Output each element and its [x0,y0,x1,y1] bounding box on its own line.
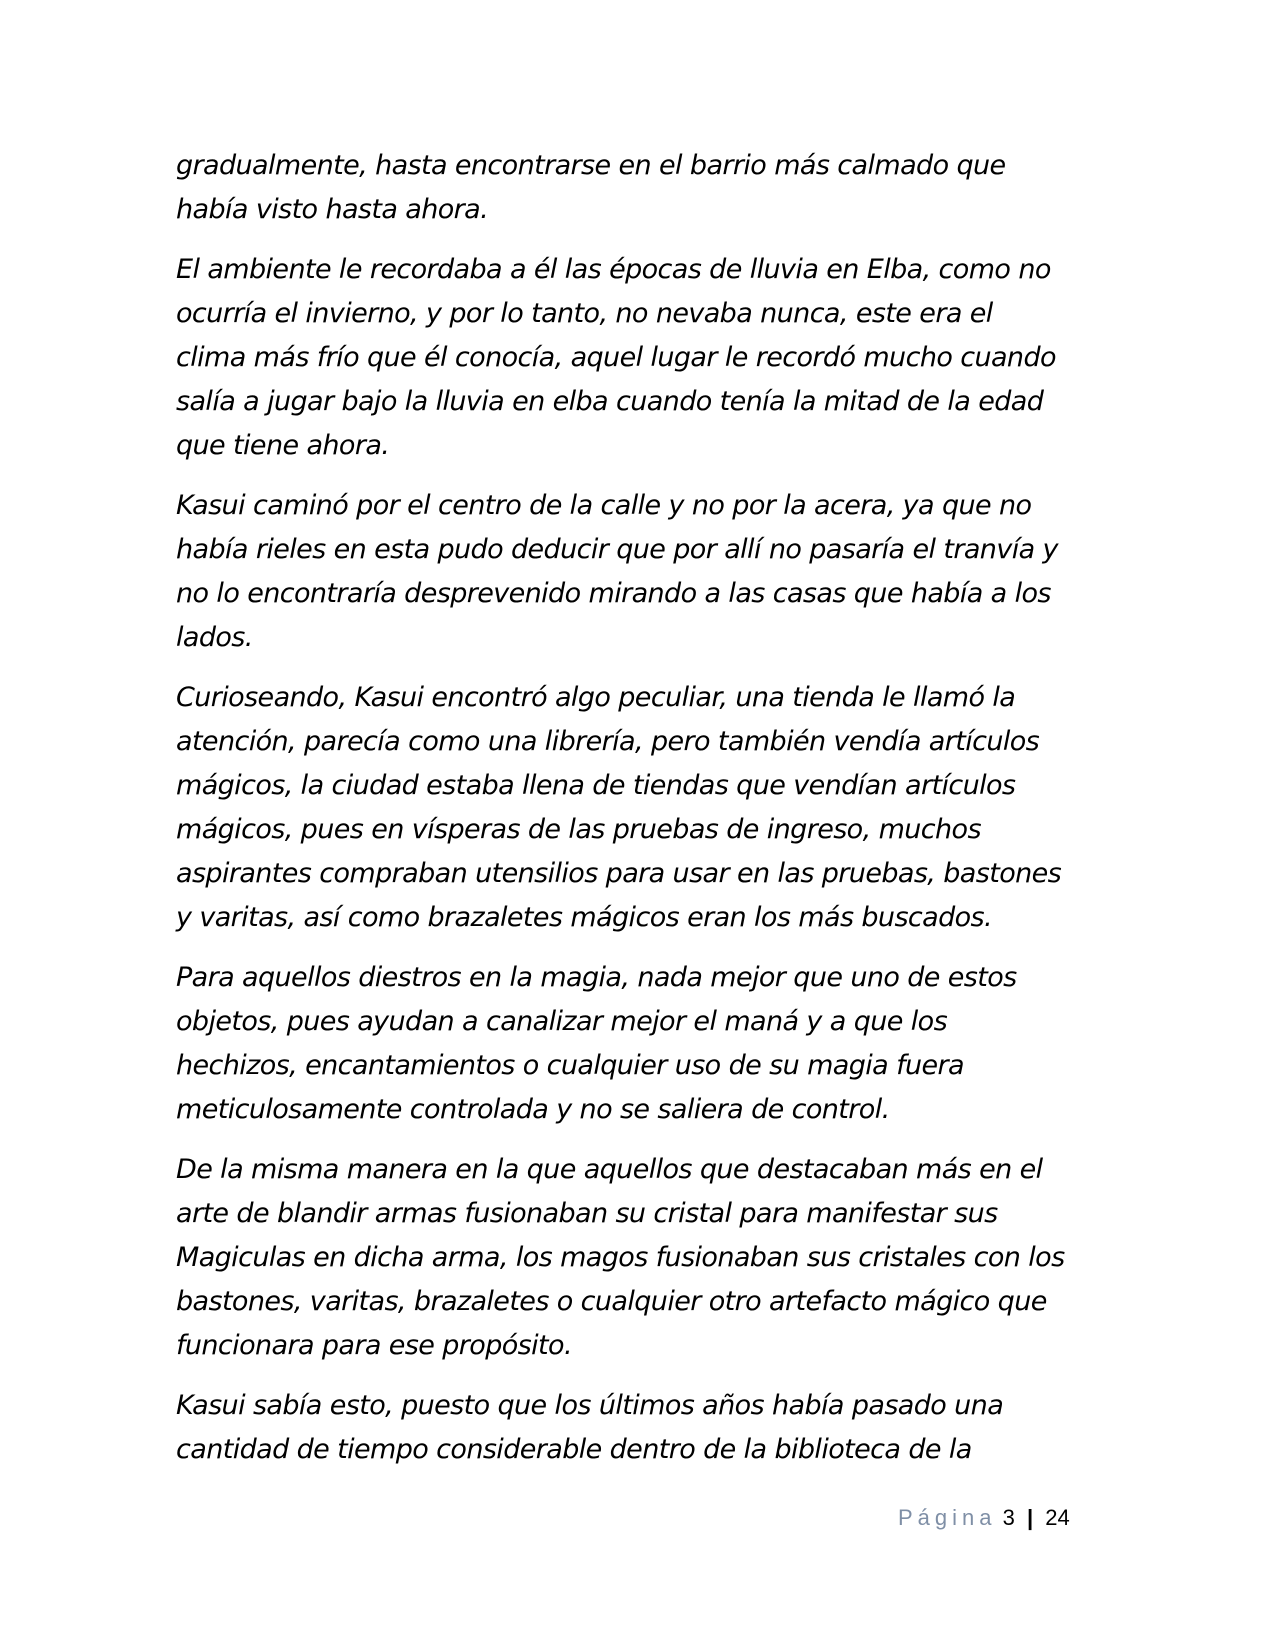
text-line: clima más frío que él conocía, aquel lugar le recordó mucho cuando [176,342,1056,373]
text-line: y varitas, así como brazaletes mágicos eran los más buscados. [176,902,993,933]
paragraph [176,1148,1106,1368]
paragraph [176,676,1106,940]
text-line: Magiculas en dicha arma, los magos fusionaban sus cristales con los [176,1242,1065,1273]
paragraph [176,144,1106,232]
text-line: De la misma manera en la que aquellos que destacaban más en el [176,1154,1043,1185]
text-line: ocurría el invierno, y por lo tanto, no nevaba nunca, este era el [176,298,993,329]
text-line: lados. [176,622,253,653]
paragraph [176,1384,1106,1472]
text-line: aspirantes compraban utensilios para usar en las pruebas, bastones [176,858,1062,889]
text-line: Kasui caminó por el centro de la calle y no por la acera, ya que no [176,490,1032,521]
text-line: salía a jugar bajo la lluvia en elba cuando tenía la mitad de la edad [176,386,1044,417]
text-line: no lo encontraría desprevenido mirando a las casas que había a los [176,578,1051,609]
text-line: bastones, varitas, brazaletes o cualquier otro artefacto mágico que [176,1286,1047,1317]
text-line: que tiene ahora. [176,430,390,461]
text-line: Kasui sabía esto, puesto que los últimos años había pasado una [176,1390,1004,1421]
text-line: Para aquellos diestros en la magia, nada mejor que uno de estos [176,962,1017,993]
text-line: Curioseando, Kasui encontró algo peculiar, una tienda le llamó la [176,682,1016,713]
text-line: mágicos, la ciudad estaba llena de tiendas que vendían artículos [176,770,1016,801]
page-footer [898,1502,1078,1534]
paragraph [176,248,1106,468]
page-number: 3 [1002,1505,1015,1530]
text-line: cantidad de tiempo considerable dentro de la biblioteca de la [176,1434,972,1465]
text-line: había rieles en esta pudo deducir que por allí no pasaría el tranvía y [176,534,1058,565]
text-line: El ambiente le recordaba a él las épocas de lluvia en Elba, como no [176,254,1051,285]
text-line: hechizos, encantamientos o cualquier uso de su magia fuera [176,1050,964,1081]
text-line: gradualmente, hasta encontrarse en el barrio más calmado que [176,150,1006,181]
page-label: Página [898,1505,997,1530]
paragraph [176,956,1106,1132]
page-separator: | [1027,1505,1034,1530]
page-total: 24 [1045,1505,1070,1530]
body-text [176,144,1106,1488]
text-line: objetos, pues ayudan a canalizar mejor el maná y a que los [176,1006,948,1037]
text-line: arte de blandir armas fusionaban su cristal para manifestar sus [176,1198,998,1229]
text-line: atención, parecía como una librería, pero también vendía artículos [176,726,1040,757]
text-line: funcionara para ese propósito. [176,1330,572,1361]
paragraph [176,484,1106,660]
text-line: meticulosamente controlada y no se saliera de control. [176,1094,890,1125]
text-line: había visto hasta ahora. [176,194,489,225]
text-line: mágicos, pues en vísperas de las pruebas de ingreso, muchos [176,814,981,845]
